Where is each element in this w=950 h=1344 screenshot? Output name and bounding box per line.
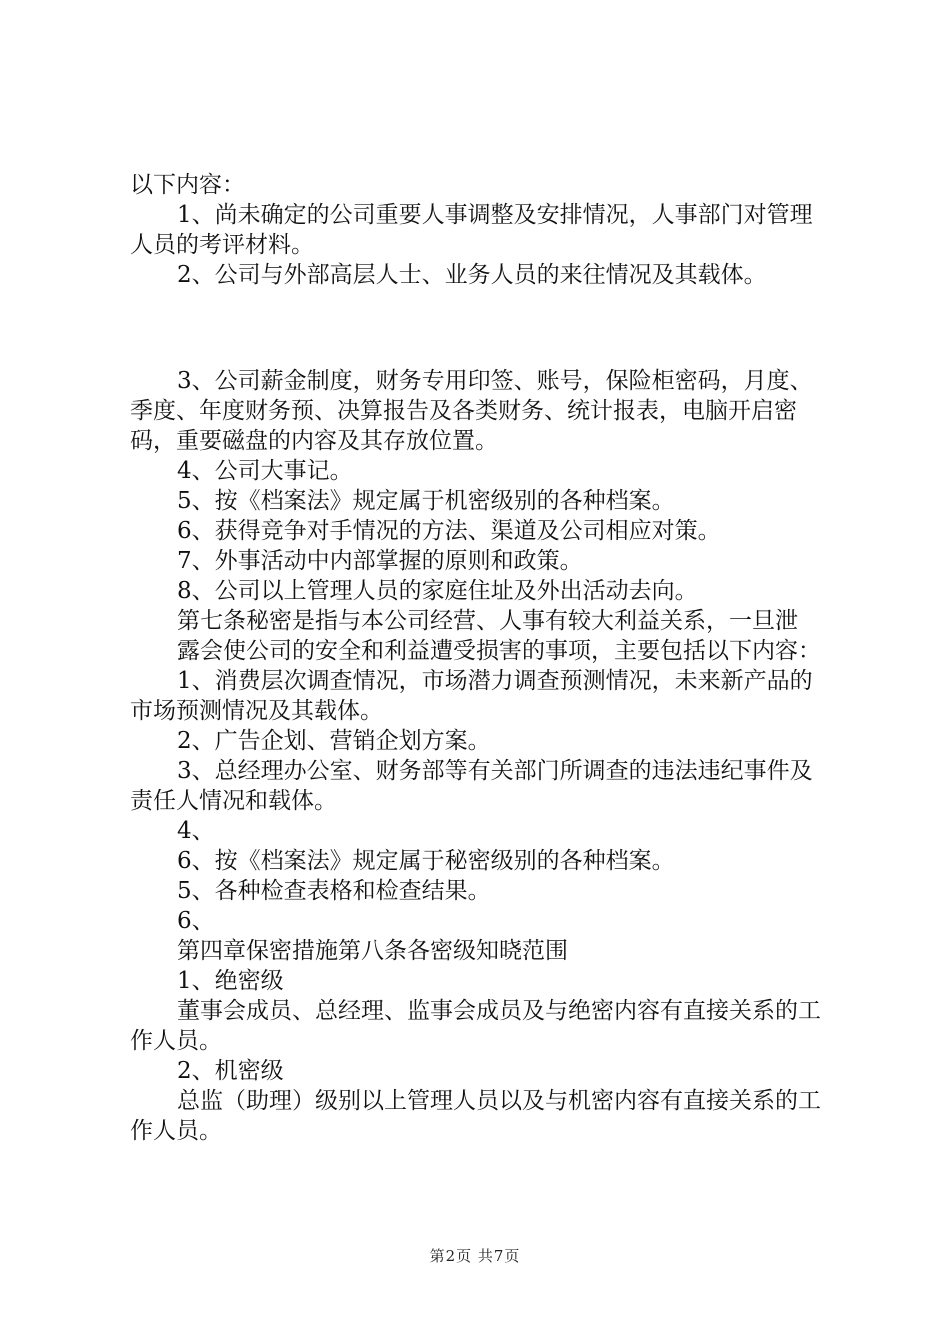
page-footer: 第2页 共7页 [429, 1247, 521, 1265]
paragraph: 3、公司薪金制度，财务专用印签、账号，保险柜密码，月度、季度、年度财务预、决算报告及各类财务、统计报表，电脑开启密码，重要磁盘的内容及其存放位置。 [130, 368, 813, 454]
paragraph: 董事会成员、总经理、监事会成员及与绝密内容有直接关系的工作人员。 [130, 998, 821, 1054]
paragraph: 4、公司大事记。 [177, 458, 353, 484]
paragraph: 4、 [177, 818, 215, 844]
paragraph: 6、按《档案法》规定属于秘密级别的各种档案。 [177, 848, 675, 874]
paragraph: 7、外事活动中内部掌握的原则和政策。 [177, 548, 583, 574]
paragraph: 2、机密级 [177, 1058, 284, 1084]
paragraph: 2、广告企划、营销企划方案。 [177, 728, 491, 754]
paragraph: 第四章保密措施第八条各密级知晓范围 [177, 938, 568, 964]
paragraph: 露会使公司的安全和利益遭受损害的事项，主要包括以下内容： [177, 638, 821, 664]
paragraph: 6、 [177, 908, 215, 934]
paragraph: 以下内容： [130, 172, 245, 198]
paragraph: 8、公司以上管理人员的家庭住址及外出活动去向。 [177, 578, 698, 604]
paragraph: 6、获得竞争对手情况的方法、渠道及公司相应对策。 [177, 518, 721, 544]
paragraph: 1、尚未确定的公司重要人事调整及安排情况，人事部门对管理人员的考评材料。 [130, 202, 813, 258]
paragraph: 2、公司与外部高层人士、业务人员的来往情况及其载体。 [177, 262, 767, 288]
paragraph-spacer [130, 313, 835, 343]
paragraph: 1、绝密级 [177, 968, 284, 994]
paragraph: 5、按《档案法》规定属于机密级别的各种档案。 [177, 488, 675, 514]
document-body [130, 170, 835, 1146]
paragraph: 1、消费层次调查情况，市场潜力调查预测情况，未来新产品的市场预测情况及其载体。 [130, 668, 813, 724]
paragraph: 3、总经理办公室、财务部等有关部门所调查的违法违纪事件及责任人情况和载体。 [130, 758, 813, 814]
paragraph: 第七条秘密是指与本公司经营、人事有较大利益关系，一旦泄 [177, 608, 798, 634]
paragraph: 总监（助理）级别以上管理人员以及与机密内容有直接关系的工作人员。 [130, 1088, 821, 1144]
paragraph: 5、各种检查表格和检查结果。 [177, 878, 491, 904]
